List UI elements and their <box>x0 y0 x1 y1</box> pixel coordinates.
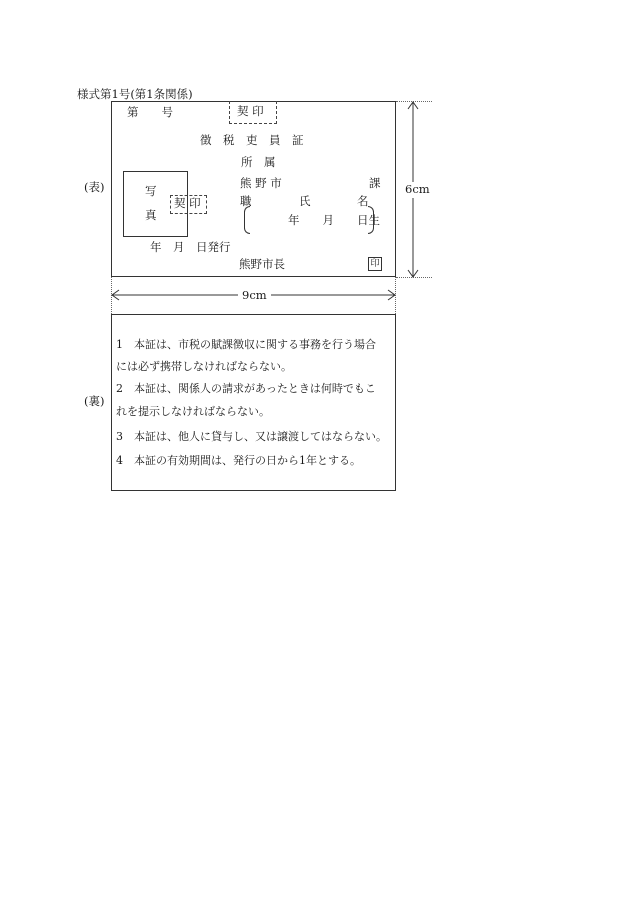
photo-seal-stamp-text: 契 印 <box>174 196 201 210</box>
date-of-birth: 年 月 日生 <box>288 213 380 227</box>
back-side-label: (裏) <box>84 394 105 408</box>
name-label-2: 名 <box>357 194 369 208</box>
width-label: 9cm <box>238 290 271 302</box>
photo-label-1: 写 <box>145 184 157 198</box>
back-line-1: 1 本証は、市税の賦課徴収に関する事務を行う場合 <box>116 338 376 351</box>
photo-label-2: 真 <box>145 208 157 222</box>
issue-date: 年 月 日発行 <box>150 240 231 254</box>
number-label: 第 号 <box>127 105 173 119</box>
back-line-2: には必ず携帯しなければならない。 <box>116 360 292 373</box>
card-title: 徴 税 吏 員 証 <box>200 133 304 147</box>
section-label: 課 <box>369 176 381 190</box>
front-side-label: (表) <box>84 180 105 194</box>
back-line-6: 4 本証の有効期間は、発行の日から1年とする。 <box>116 454 361 467</box>
height-label: 6cm <box>405 182 430 196</box>
back-line-5: 3 本証は、他人に貸与し、又は譲渡してはならない。 <box>116 430 387 443</box>
mayor-title: 熊野市長 <box>239 257 285 271</box>
back-line-3: 2 本証は、関係人の請求があったときは何時でもこ <box>116 382 376 395</box>
affiliation-label: 所 属 <box>241 155 276 169</box>
top-seal-stamp-text: 契 印 <box>237 104 264 118</box>
page-title: 様式第1号(第1条関係) <box>77 87 193 101</box>
position-label: 職 <box>240 194 252 208</box>
city-label: 熊 野 市 <box>240 176 282 190</box>
left-bracket <box>244 206 250 234</box>
name-label: 氏 <box>299 194 311 208</box>
right-bracket <box>368 206 374 234</box>
seal-box: 印 <box>368 257 382 271</box>
back-line-4: れを提示しなければならない。 <box>116 405 270 418</box>
